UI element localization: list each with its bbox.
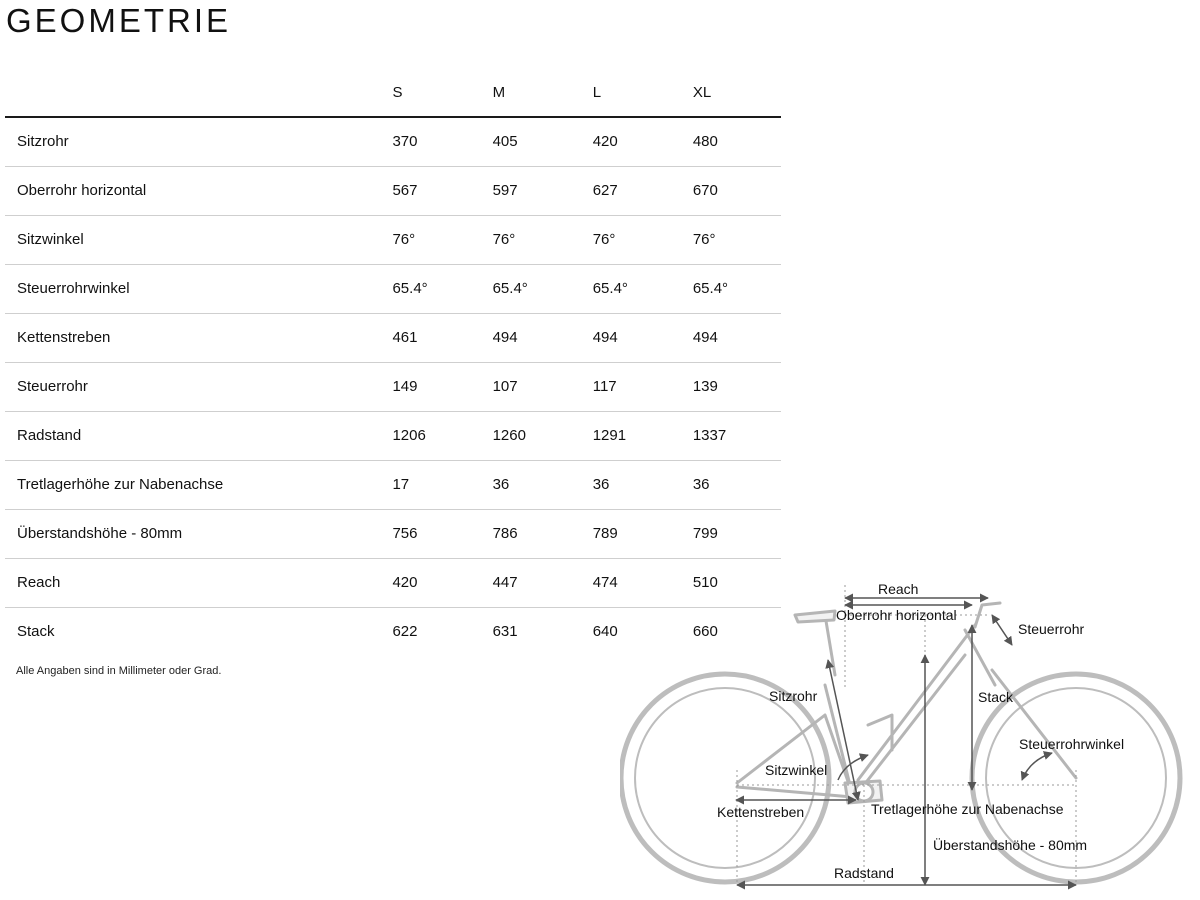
- cell-size-s: 622: [392, 623, 418, 641]
- row-label: Sitzrohr: [5, 117, 380, 166]
- row-label: Stack: [17, 623, 55, 641]
- cell-size-l: 789: [581, 509, 681, 558]
- cell-size-m: 494: [481, 313, 581, 362]
- cell-size-xl: 480: [681, 117, 781, 166]
- cell-size-xl: 76°: [681, 215, 781, 264]
- cell-size-s: 17: [380, 460, 480, 509]
- cell-size-xl: 510: [681, 558, 781, 607]
- cell-size-xl: 670: [681, 166, 781, 215]
- cell-size-l: 474: [581, 558, 681, 607]
- cell-size-l: 76°: [581, 215, 681, 264]
- row-label: Tretlagerhöhe zur Nabenachse: [5, 460, 380, 509]
- cell-size-l: 117: [581, 362, 681, 411]
- rear-wheel: [621, 674, 829, 882]
- header-size-s: S: [380, 68, 480, 117]
- cell-size-xl: 36: [681, 460, 781, 509]
- cell-size-m: 1260: [481, 411, 581, 460]
- cell-size-s: 65.4°: [380, 264, 480, 313]
- cell-size-xl: 65.4°: [681, 264, 781, 313]
- table-row: [5, 411, 781, 460]
- label-oberrohr: Oberrohr horizontal: [836, 607, 957, 623]
- label-tretlager: Tretlagerhöhe zur Nabenachse: [871, 801, 1064, 817]
- row-label: Überstandshöhe - 80mm: [5, 509, 380, 558]
- table-row: [5, 264, 781, 313]
- header-size-xl: XL: [681, 68, 781, 117]
- row-label: Steuerrohrwinkel: [5, 264, 380, 313]
- header-size-l: L: [581, 68, 681, 117]
- cell-size-s: 76°: [380, 215, 480, 264]
- cell-size-m: 65.4°: [481, 264, 581, 313]
- cell-size-m: 631: [492, 623, 518, 641]
- page-title: GEOMETRIE: [6, 2, 232, 39]
- header-size-m: M: [481, 68, 581, 117]
- cell-size-s: 1206: [380, 411, 480, 460]
- cell-size-m: 597: [481, 166, 581, 215]
- bike-diagram-svg: [620, 575, 1200, 900]
- table-row: [5, 362, 781, 411]
- label-kettenstreben: Kettenstreben: [717, 804, 805, 820]
- label-radstand: Radstand: [834, 865, 894, 881]
- cell-size-m: 786: [481, 509, 581, 558]
- cell-size-s: 461: [380, 313, 480, 362]
- row-label: Sitzwinkel: [5, 215, 380, 264]
- cell-size-l: 1291: [581, 411, 681, 460]
- cell-size-xl: 1337: [681, 411, 781, 460]
- label-steuerrohr: Steuerrohr: [1018, 621, 1085, 637]
- cell-size-l: 36: [581, 460, 681, 509]
- footnote: Alle Angaben sind in Millimeter oder Grad.: [16, 665, 222, 677]
- row-label: Oberrohr horizontal: [5, 166, 380, 215]
- cell-size-s: 756: [380, 509, 480, 558]
- label-stack: Stack: [978, 689, 1014, 705]
- row-label: Steuerrohr: [5, 362, 380, 411]
- cell-size-xl: 799: [681, 509, 781, 558]
- row-label: Kettenstreben: [5, 313, 380, 362]
- cell-size-m: 76°: [481, 215, 581, 264]
- table-row: [5, 215, 781, 264]
- table-row: [5, 509, 781, 558]
- row-label: Radstand: [5, 411, 380, 460]
- row-label: Reach: [5, 558, 380, 607]
- cell-size-xl: 660: [692, 623, 718, 641]
- table-row: [5, 460, 781, 509]
- header-empty: [5, 68, 380, 117]
- cell-size-s: 567: [380, 166, 480, 215]
- label-ueberstand: Überstandshöhe - 80mm: [933, 837, 1088, 853]
- cell-size-s: 420: [380, 558, 480, 607]
- table-row: [5, 117, 781, 166]
- geometry-table: [5, 68, 781, 656]
- cell-size-l: 420: [581, 117, 681, 166]
- cell-size-l: 640: [592, 623, 618, 641]
- cell-size-l: 494: [581, 313, 681, 362]
- cell-size-xl: 139: [681, 362, 781, 411]
- cell-size-l: 627: [581, 166, 681, 215]
- label-steuerrohrwinkel: Steuerrohrwinkel: [1019, 736, 1125, 752]
- label-reach: Reach: [878, 581, 919, 597]
- cell-size-m: 405: [481, 117, 581, 166]
- table-row: [5, 166, 781, 215]
- bike-geometry-diagram: [620, 575, 1200, 900]
- table-row: [5, 313, 781, 362]
- cell-size-m: 447: [481, 558, 581, 607]
- cell-size-m: 36: [481, 460, 581, 509]
- cell-size-m: 107: [481, 362, 581, 411]
- label-sitzwinkel: Sitzwinkel: [765, 762, 828, 778]
- label-sitzrohr: Sitzrohr: [769, 688, 818, 704]
- cell-size-l: 65.4°: [581, 264, 681, 313]
- cell-size-s: 370: [380, 117, 480, 166]
- cell-size-s: 149: [380, 362, 480, 411]
- cell-size-xl: 494: [681, 313, 781, 362]
- table-header-row: [5, 68, 781, 117]
